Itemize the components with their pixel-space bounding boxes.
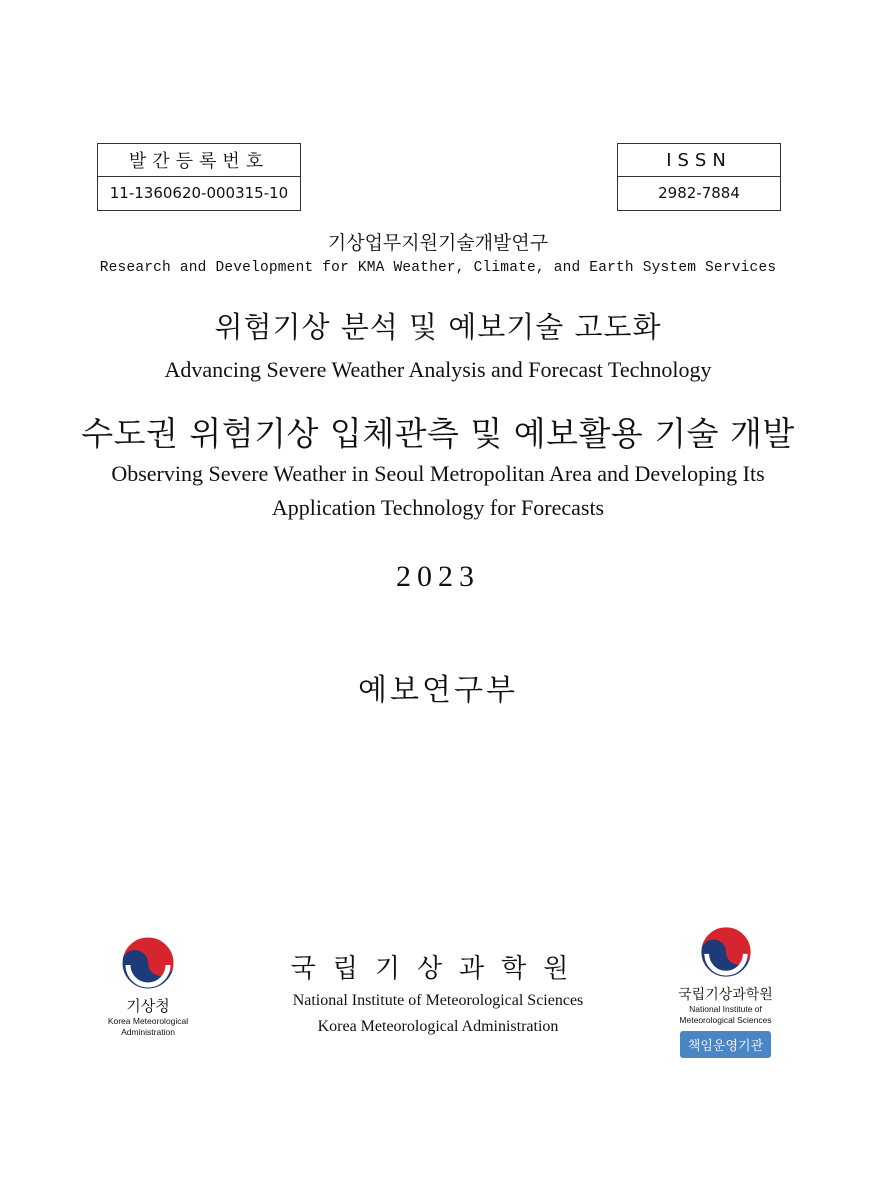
sub-title-en-line1: Observing Severe Weather in Seoul Metropolitan Area and Developing Its xyxy=(111,461,765,486)
kma-name-en-line1: Korea Meteorological xyxy=(107,1016,189,1026)
taegeuk-logo-icon xyxy=(120,935,176,991)
kma-logo xyxy=(93,935,203,1055)
issn-label: ISSN xyxy=(666,149,732,171)
taegeuk-logo-icon xyxy=(699,925,753,979)
issn-number: 2982-7884 xyxy=(618,176,780,209)
nims-logo-name-ko: 국립기상과학원 xyxy=(678,987,773,1003)
registration-number-box xyxy=(97,143,301,211)
nims-logo-name-en-line1: National Institute of xyxy=(689,1004,762,1014)
series-title-ko: 기상업무지원기술개발연구 xyxy=(327,232,549,254)
registration-number: 11-1360620-000315-10 xyxy=(98,176,300,209)
main-title-en: Advancing Severe Weather Analysis and Forecast Technology xyxy=(164,357,712,382)
kma-name-en-line2: Administration xyxy=(121,1027,175,1037)
sub-title-en-line2: Application Technology for Forecasts xyxy=(271,495,605,520)
issn-box xyxy=(617,143,781,211)
nims-logo xyxy=(663,925,788,1065)
registration-label: 발간등록번호 xyxy=(128,151,270,172)
sub-title-ko: 수도권 위험기상 입체관측 및 예보활용 기술 개발 xyxy=(81,414,795,453)
institute-name-ko: 국립기상과학원 xyxy=(290,954,586,984)
institute-name-en: National Institute of Meteorological Sciences xyxy=(292,992,584,1009)
main-title-ko: 위험기상 분석 및 예보기술 고도화 xyxy=(214,310,662,344)
nims-logo-name-en-line2: Meteorological Sciences xyxy=(679,1015,772,1025)
publication-year: 2023 xyxy=(396,560,480,593)
executive-agency-badge: 책임운영기관 xyxy=(680,1031,771,1058)
kma-name-ko: 기상청 xyxy=(126,997,170,1015)
series-title-en: Research and Development for KMA Weather, Climate, and Earth System Services xyxy=(99,260,777,276)
department-name: 예보연구부 xyxy=(358,673,518,708)
agency-name-en: Korea Meteorological Administration xyxy=(317,1018,559,1035)
